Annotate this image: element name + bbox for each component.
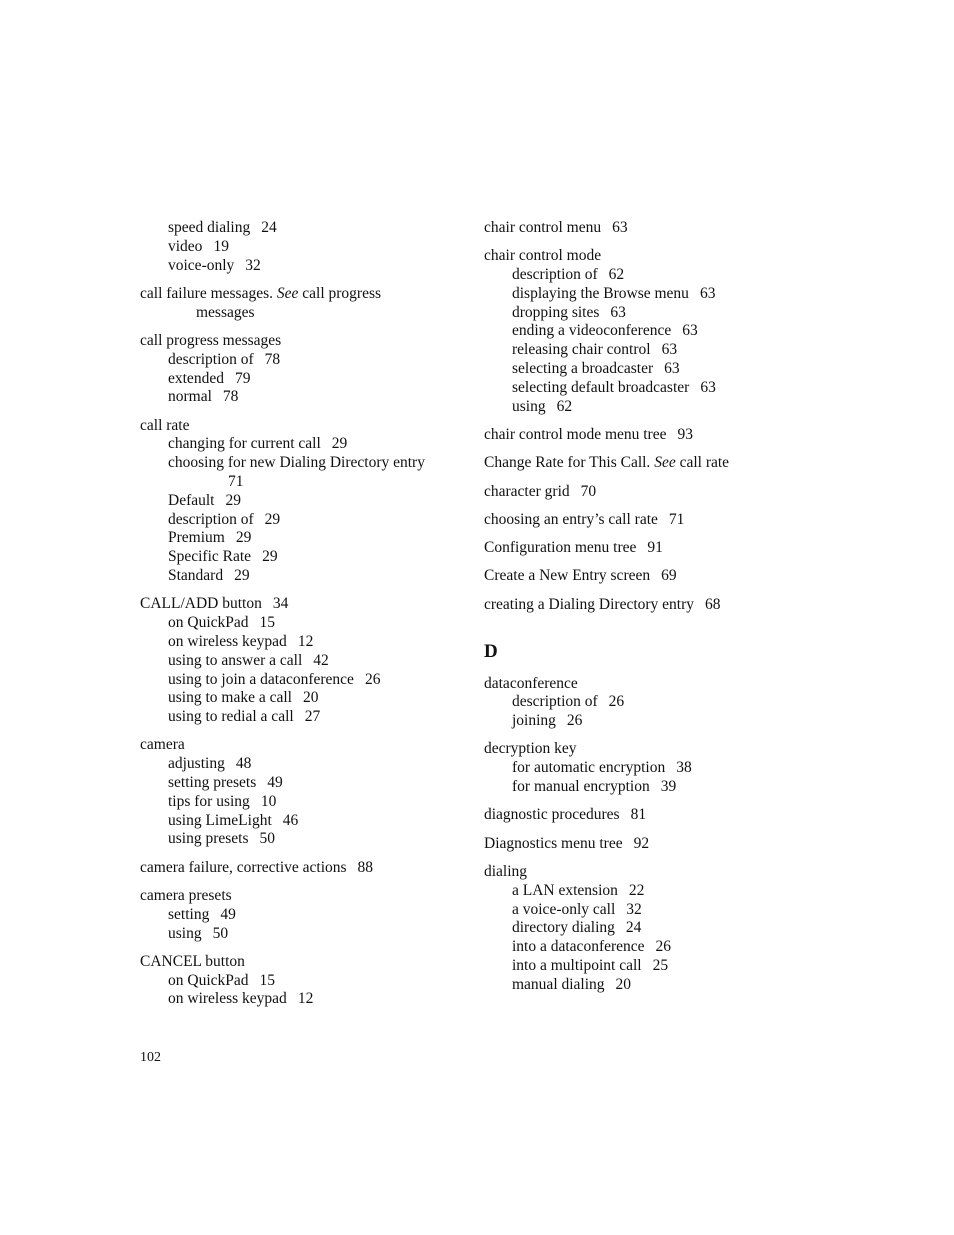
index-subterm (484, 304, 784, 323)
page-reference: 39 (660, 778, 677, 796)
page-reference: 34 (272, 595, 289, 613)
entry-text: setting (168, 905, 210, 923)
index-entry (484, 740, 784, 796)
index-entry (484, 426, 784, 445)
page-reference: 29 (264, 510, 281, 528)
index-continuation (140, 473, 460, 492)
entry-text: Specific Rate (168, 548, 252, 566)
index-subterm (140, 370, 460, 389)
index-term (484, 740, 784, 759)
index-subterm (140, 906, 460, 925)
index-subterm (140, 548, 460, 567)
entry-text: description of (168, 510, 254, 528)
entry-text: voice-only (168, 256, 235, 274)
index-column-left (140, 219, 460, 1019)
page-reference: 49 (267, 774, 283, 792)
page-reference: 63 (612, 219, 628, 236)
index-subterm (484, 778, 784, 797)
entry-text: using to make a call (168, 689, 292, 707)
page-reference: 12 (297, 632, 314, 650)
index-subterm (484, 266, 784, 285)
page-reference: 91 (647, 539, 663, 557)
entry-text: Configuration menu tree (484, 539, 637, 557)
index-term (140, 332, 460, 351)
index-subterm (140, 511, 460, 530)
page-reference: 63 (610, 303, 626, 321)
entry-text: adjusting (168, 755, 225, 773)
index-subterm (484, 360, 784, 379)
page-reference: 22 (628, 881, 645, 899)
index-term (140, 953, 460, 972)
see-reference: See (276, 284, 299, 302)
page-reference: 29 (225, 491, 241, 509)
index-subterm (140, 529, 460, 548)
index-entry (140, 332, 460, 407)
index-term (484, 511, 784, 530)
page-reference: 25 (652, 956, 669, 974)
index-subterm (140, 708, 460, 727)
entry-text: on wireless keypad (168, 990, 287, 1008)
entry-text: description of (512, 693, 598, 711)
entry-text: description of (512, 266, 598, 284)
page-reference: 42 (313, 651, 329, 669)
index-term (140, 859, 460, 878)
index-subterm (140, 774, 460, 793)
index-term (484, 835, 784, 854)
entry-text: on QuickPad (168, 971, 249, 989)
page-reference: 26 (566, 712, 583, 730)
index-subterm (140, 492, 460, 511)
index-entry (484, 863, 784, 995)
page-reference: 24 (261, 219, 277, 236)
entry-text: using to answer a call (168, 651, 303, 669)
index-subterm (484, 712, 784, 731)
index-term (484, 219, 784, 238)
entry-text: speed dialing (168, 219, 251, 236)
entry-text: changing for current call (168, 435, 321, 453)
page-reference: 26 (655, 938, 672, 956)
entry-text: 71 (228, 473, 244, 491)
entry-text: using presets (168, 830, 249, 848)
page-reference: 49 (220, 905, 236, 923)
index-subterm (484, 901, 784, 920)
index-entry (484, 539, 784, 558)
index-term (484, 483, 784, 502)
entry-text: into a dataconference (512, 938, 645, 956)
entry-text: chair control mode (484, 247, 602, 265)
page-reference: 63 (682, 322, 698, 340)
entry-text: CANCEL button (140, 952, 245, 970)
index-entry (484, 567, 784, 586)
entry-text: releasing chair control (512, 341, 651, 359)
page-reference: 10 (260, 792, 277, 810)
page-reference: 48 (235, 755, 252, 773)
entry-text: normal (168, 388, 212, 406)
page-reference: 70 (580, 482, 597, 500)
index-entry (140, 859, 460, 878)
see-target: call rate (679, 454, 730, 472)
page-reference: 26 (608, 693, 625, 711)
page-reference: 27 (304, 708, 321, 726)
index-term (484, 863, 784, 882)
index-entry (484, 835, 784, 854)
entry-text: a voice-only call (512, 900, 616, 918)
entry-text: using to join a dataconference (168, 670, 354, 688)
index-subterm (140, 755, 460, 774)
index-entry (140, 887, 460, 943)
entry-text: directory dialing (512, 919, 615, 937)
index-subterm (140, 830, 460, 849)
index-subterm (140, 238, 460, 257)
page-reference: 62 (556, 397, 573, 415)
index-entry (484, 219, 784, 238)
page-reference: 20 (615, 975, 632, 993)
index-term (484, 567, 784, 586)
page-reference: 32 (245, 256, 261, 274)
index-subterm (140, 689, 460, 708)
page-reference: 78 (264, 350, 281, 368)
entry-text: decryption key (484, 740, 577, 758)
index-term (484, 426, 784, 445)
index-subterm (140, 990, 460, 1009)
page-reference: 24 (625, 919, 642, 937)
index-entry (140, 736, 460, 849)
page-reference: 88 (357, 858, 374, 876)
entry-text: Diagnostics menu tree (484, 834, 623, 852)
entry-text: dialing (484, 862, 528, 880)
page-reference: 79 (234, 369, 251, 387)
index-term (140, 417, 460, 436)
entry-text: tips for using (168, 792, 250, 810)
entry-text: chair control mode menu tree (484, 425, 667, 443)
index-subterm (140, 219, 460, 238)
entry-text: on wireless keypad (168, 632, 287, 650)
index-subterm (484, 285, 784, 304)
page-reference: 29 (235, 529, 252, 547)
index-entry (484, 454, 784, 473)
entry-text: camera failure, corrective actions (140, 858, 347, 876)
page-reference: 29 (331, 435, 348, 453)
page-reference: 71 (668, 510, 685, 528)
index-entry (140, 285, 460, 323)
index-entry (484, 483, 784, 502)
index-subterm (484, 398, 784, 417)
entry-text: Default (168, 491, 215, 509)
page-reference: 69 (661, 567, 677, 585)
index-subterm (140, 388, 460, 407)
index-term (484, 596, 784, 615)
page-reference: 63 (661, 341, 678, 359)
entry-text: using (168, 924, 202, 942)
page-reference: 63 (699, 284, 716, 302)
index-entry (484, 806, 784, 825)
index-term (140, 887, 460, 906)
entry-text: dataconference (484, 674, 578, 692)
index-subterm (140, 567, 460, 586)
index-subterm (140, 351, 460, 370)
entry-text: choosing an entry’s call rate (484, 510, 658, 528)
index-term (484, 806, 784, 825)
index-term (484, 675, 784, 694)
entry-text: joining (512, 712, 556, 730)
index-term (140, 285, 460, 304)
entry-text: Change Rate for This Call. (484, 454, 651, 472)
see-target: call progress (302, 284, 382, 302)
entry-text: Premium (168, 529, 225, 547)
entry-text: selecting default broadcaster (512, 378, 690, 396)
entry-text: using to redial a call (168, 708, 294, 726)
entry-text: for manual encryption (512, 778, 650, 796)
entry-text: a LAN extension (512, 881, 618, 899)
entry-text: selecting a broadcaster (512, 360, 654, 378)
page-reference: 63 (700, 378, 716, 396)
entry-text: Standard (168, 567, 224, 585)
index-subterm (140, 633, 460, 652)
entry-text: description of (168, 350, 254, 368)
entry-text: manual dialing (512, 975, 605, 993)
index-entry (140, 219, 460, 275)
index-column-right (484, 219, 784, 1004)
page-reference: 68 (705, 595, 721, 613)
page-reference: 19 (213, 237, 229, 255)
index-subterm (140, 257, 460, 276)
entry-text: diagnostic procedures (484, 806, 620, 824)
page-reference: 50 (212, 924, 229, 942)
entry-text: on QuickPad (168, 614, 249, 632)
page-reference: 20 (302, 689, 319, 707)
index-subterm (140, 614, 460, 633)
page-reference: 63 (664, 360, 680, 378)
index-term (484, 539, 784, 558)
entry-text: into a multipoint call (512, 956, 642, 974)
page-reference: 93 (677, 425, 693, 443)
entry-text: ending a videoconference (512, 322, 672, 340)
entry-text: camera presets (140, 887, 232, 904)
entry-text: chair control menu (484, 219, 602, 236)
index-entry (484, 247, 784, 416)
page-reference: 29 (262, 548, 278, 566)
index-subterm (140, 652, 460, 671)
index-term (140, 595, 460, 614)
page-reference: 78 (222, 388, 239, 406)
index-subterm (484, 938, 784, 957)
page-reference: 50 (259, 830, 276, 848)
index-term (140, 736, 460, 755)
index-subterm (140, 454, 460, 473)
entry-text: call failure messages. (140, 284, 273, 302)
page-reference: 32 (626, 900, 642, 918)
page-reference: 81 (630, 806, 647, 824)
entry-text: choosing for new Dialing Directory entry (168, 454, 425, 472)
entry-text: character grid (484, 482, 570, 500)
index-subterm (140, 812, 460, 831)
index-subterm (484, 322, 784, 341)
entry-text: displaying the Browse menu (512, 284, 689, 302)
entry-text: Create a New Entry screen (484, 567, 651, 585)
index-subterm (140, 435, 460, 454)
page-reference: 38 (676, 759, 692, 777)
index-subterm (484, 379, 784, 398)
entry-text: using LimeLight (168, 811, 272, 829)
index-subterm (140, 925, 460, 944)
page-number: 102 (140, 1050, 161, 1065)
page-reference: 92 (633, 834, 650, 852)
entry-text: creating a Dialing Directory entry (484, 595, 695, 613)
page-reference: 15 (259, 614, 276, 632)
index-entry (484, 596, 784, 615)
page-reference: 26 (364, 670, 381, 688)
page-reference: 46 (282, 811, 299, 829)
index-subterm (140, 793, 460, 812)
see-reference: See (654, 454, 676, 472)
index-subterm (140, 671, 460, 690)
index-letter-heading: D (484, 640, 498, 662)
entry-text: video (168, 237, 203, 255)
index-subterm (484, 693, 784, 712)
index-subterm (484, 882, 784, 901)
index-subterm (484, 341, 784, 360)
index-subterm (140, 972, 460, 991)
entry-text: camera (140, 736, 185, 754)
index-subterm (484, 976, 784, 995)
page-reference: 29 (234, 567, 250, 585)
page-reference: 12 (297, 990, 314, 1008)
entry-text: CALL/ADD button (140, 595, 262, 613)
entry-text: messages (196, 303, 255, 321)
index-entry (140, 953, 460, 1009)
index-subterm (484, 919, 784, 938)
index-section-c (484, 219, 784, 615)
entry-text: extended (168, 369, 224, 387)
page-reference: 62 (608, 266, 625, 284)
index-entry (484, 675, 784, 731)
index-term (484, 247, 784, 266)
entry-text: call progress messages (140, 331, 282, 349)
page-reference: 15 (259, 971, 276, 989)
entry-text: using (512, 397, 546, 415)
index-subterm (484, 759, 784, 778)
index-continuation (140, 304, 460, 323)
entry-text: for automatic encryption (512, 759, 666, 777)
index-section-d (484, 675, 784, 995)
index-subterm (484, 957, 784, 976)
index-entry (140, 595, 460, 727)
entry-text: setting presets (168, 774, 257, 792)
index-term (484, 454, 784, 473)
index-entry (484, 511, 784, 530)
entry-text: dropping sites (512, 303, 600, 321)
index-entry (140, 417, 460, 586)
entry-text: call rate (140, 416, 190, 434)
